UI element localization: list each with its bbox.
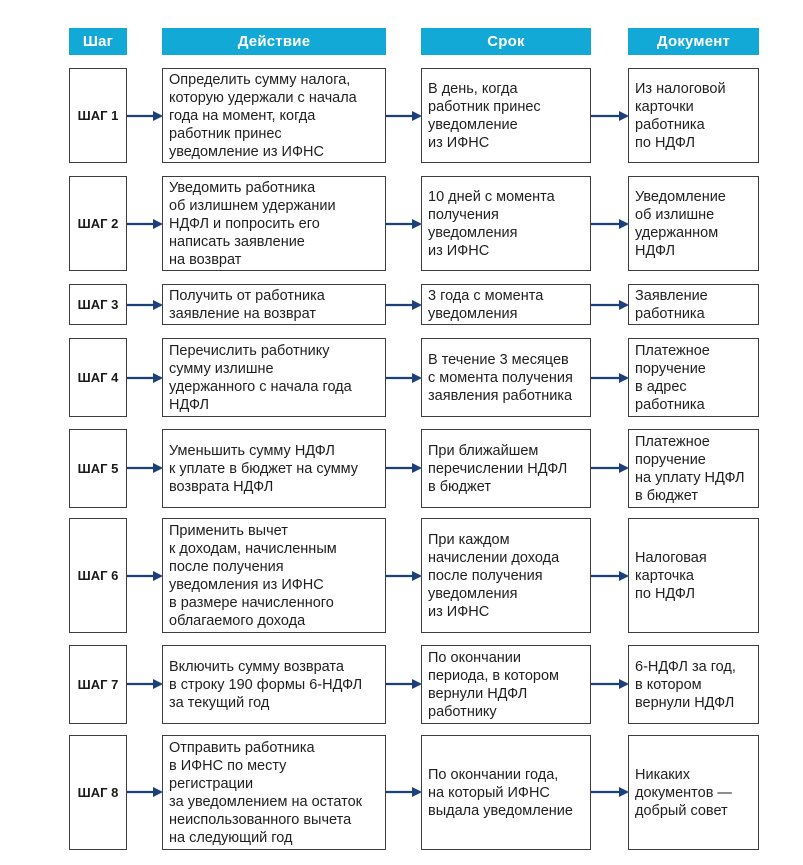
step-label: ШАГ 6 [69,518,127,633]
deadline-box: В течение 3 месяцев с момента получения заявления работника [421,338,591,417]
step-label: ШАГ 8 [69,735,127,850]
document-box: Платежное поручение в адрес работника [628,338,759,417]
header-document: Документ [628,28,759,55]
deadline-box: 10 дней с момента получения уведомления из ИФНС [421,176,591,271]
header-deadline: Срок [421,28,591,55]
step-label: ШАГ 5 [69,429,127,508]
document-box: Заявление работника [628,284,759,325]
action-box: Применить вычет к доходам, начисленным после получения уведомления из ИФНС в размере начисленного облагаемого дохода [162,518,386,633]
document-box: 6-НДФЛ за год, в котором вернули НДФЛ [628,645,759,724]
document-box: Налоговая карточка по НДФЛ [628,518,759,633]
deadline-box: В день, когда работник принес уведомление из ИФНС [421,68,591,163]
document-box: Платежное поручение на уплату НДФЛ в бюджет [628,429,759,508]
action-box: Уменьшить сумму НДФЛ к уплате в бюджет на сумму возврата НДФЛ [162,429,386,508]
action-box: Включить сумму возврата в строку 190 формы 6-НДФЛ за текущий год [162,645,386,724]
deadline-box: По окончании года, на который ИФНС выдала уведомление [421,735,591,850]
deadline-box: 3 года с момента уведомления [421,284,591,325]
deadline-box: По окончании периода, в котором вернули НДФЛ работнику [421,645,591,724]
deadline-box: При ближайшем перечислении НДФЛ в бюджет [421,429,591,508]
action-box: Получить от работника заявление на возврат [162,284,386,325]
step-label: ШАГ 3 [69,284,127,325]
step-label: ШАГ 7 [69,645,127,724]
header-action: Действие [162,28,386,55]
header-step: Шаг [69,28,127,55]
document-box: Уведомление об излишне удержанном НДФЛ [628,176,759,271]
step-label: ШАГ 1 [69,68,127,163]
action-box: Отправить работника в ИФНС по месту регистрации за уведомлением на остаток неиспользованного вычета на следующий год [162,735,386,850]
step-label: ШАГ 4 [69,338,127,417]
action-box: Определить сумму налога, которую удержали с начала года на момент, когда работник принес уведомление из ИФНС [162,68,386,163]
action-box: Перечислить работнику сумму излишне удержанного с начала года НДФЛ [162,338,386,417]
document-box: Никаких документов — добрый совет [628,735,759,850]
action-box: Уведомить работника об излишнем удержании НДФЛ и попросить его написать заявление на возврат [162,176,386,271]
document-box: Из налоговой карточки работника по НДФЛ [628,68,759,163]
deadline-box: При каждом начислении дохода после получения уведомления из ИФНС [421,518,591,633]
step-label: ШАГ 2 [69,176,127,271]
